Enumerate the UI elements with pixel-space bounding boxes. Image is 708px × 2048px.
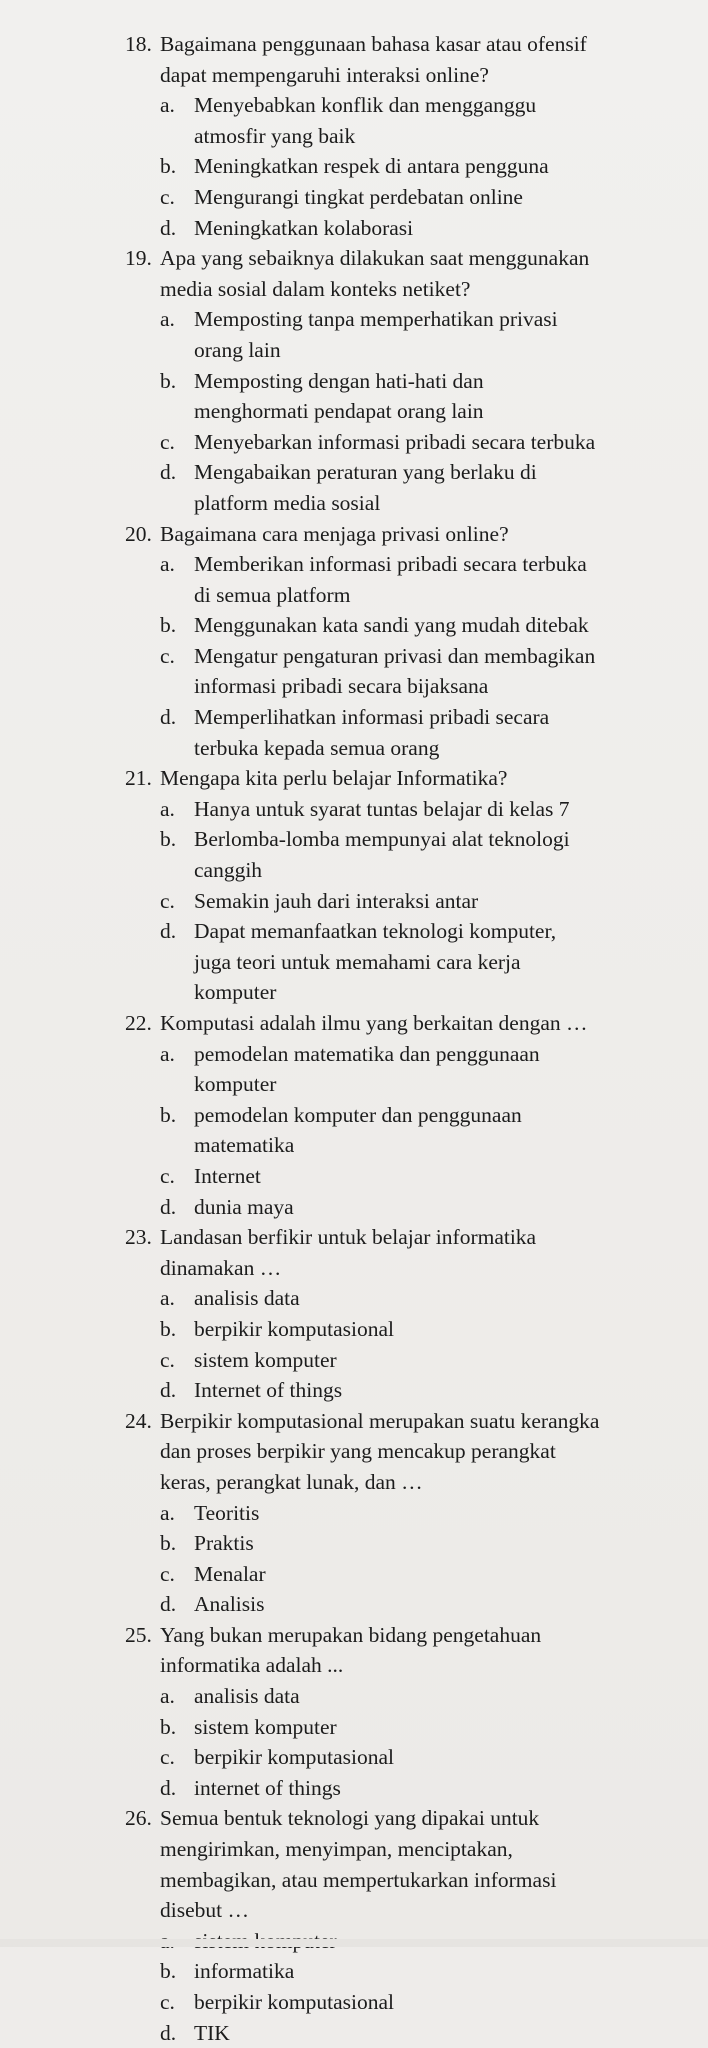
option-letter: a. <box>160 93 175 118</box>
option-text-line: Meningkatkan kolaborasi <box>194 215 414 240</box>
answer-option <box>0 886 708 917</box>
option-text <box>194 1161 688 1192</box>
answer-option <box>0 1498 708 1529</box>
option-letter: c. <box>160 1163 175 1188</box>
option-text <box>194 1100 688 1161</box>
option-letter: b. <box>160 368 177 393</box>
option-text <box>194 427 688 458</box>
option-text <box>194 1681 688 1712</box>
option-text <box>194 213 688 244</box>
option-letter: b. <box>160 154 177 179</box>
option-text <box>194 1375 688 1406</box>
answer-option <box>0 427 708 458</box>
option-letter: c. <box>160 888 175 913</box>
option-letter: d. <box>160 215 177 240</box>
option-text-line: Hanya untuk syarat tuntas belajar di kelas 7 <box>194 796 570 821</box>
question-22 <box>0 1008 708 1222</box>
option-letter: b. <box>160 1714 177 1739</box>
answer-option <box>0 1528 708 1559</box>
question-text-line: Bagaimana cara menjaga privasi online? <box>160 521 509 546</box>
option-text-line: sistem komputer <box>194 1347 337 1372</box>
option-text-line: Meningkatkan respek di antara pengguna <box>194 154 549 179</box>
option-text-line: dunia maya <box>194 1194 294 1219</box>
option-text <box>194 1498 688 1529</box>
question-text <box>160 519 688 550</box>
option-letter: b. <box>160 613 177 638</box>
answer-option <box>0 1192 708 1223</box>
option-text-line: Menyebarkan informasi pribadi secara terbuka <box>194 429 596 454</box>
question-number: 21. <box>125 766 152 791</box>
question-text-line: informatika adalah ... <box>160 1653 344 1678</box>
option-text <box>194 1314 688 1345</box>
option-text <box>194 641 688 702</box>
question-text <box>160 29 688 90</box>
option-text-line: platform media sosial <box>194 490 381 515</box>
answer-option <box>0 1314 708 1345</box>
answer-options <box>0 90 708 243</box>
answer-option <box>0 1559 708 1590</box>
option-text <box>194 916 688 1008</box>
option-text-line: sistem komputer <box>194 1714 337 1739</box>
question-text-line: Apa yang sebaiknya dilakukan saat menggunakan <box>160 246 590 271</box>
option-text <box>194 702 688 763</box>
question-26 <box>0 1803 708 2048</box>
option-letter: d. <box>160 1378 177 1403</box>
option-text-line: canggih <box>194 858 263 883</box>
question-text-line: media sosial dalam konteks netiket? <box>160 276 471 301</box>
option-text-line: Mengabaikan peraturan yang berlaku di <box>194 460 537 485</box>
answer-option <box>0 824 708 885</box>
option-text-line: Menyebabkan konflik dan mengganggu <box>194 93 537 118</box>
answer-option <box>0 1773 708 1804</box>
option-text-line: Analisis <box>194 1592 265 1617</box>
option-letter: d. <box>160 1194 177 1219</box>
option-text-line: analisis data <box>194 1286 300 1311</box>
option-text-line: TIK <box>194 2020 230 2045</box>
option-text-line: internet of things <box>194 1775 341 1800</box>
option-text-line: Menalar <box>194 1561 266 1586</box>
option-letter: a. <box>160 1041 175 1066</box>
question-text-line: dapat mempengaruhi interaksi online? <box>160 62 489 87</box>
question-text-line: Semua bentuk teknologi yang dipakai untuk <box>160 1806 540 1831</box>
answer-option <box>0 1681 708 1712</box>
answer-option <box>0 1345 708 1376</box>
answer-option <box>0 1039 708 1100</box>
question-text <box>160 763 688 794</box>
option-letter: a. <box>160 1500 175 1525</box>
option-text-line: pemodelan komputer dan penggunaan <box>194 1102 522 1127</box>
page-bottom-edge <box>0 1939 708 1947</box>
answer-option <box>0 1712 708 1743</box>
question-text-line: Komputasi adalah ilmu yang berkaitan dengan … <box>160 1011 588 1035</box>
option-text-line: informatika <box>194 1959 295 1984</box>
option-text-line: Berlomba-lomba mempunyai alat teknologi <box>194 827 570 852</box>
option-text-line: Memperlihatkan informasi pribadi secara <box>194 705 550 730</box>
option-letter: c. <box>160 1990 175 2014</box>
option-letter: c. <box>160 1561 175 1586</box>
option-letter: a. <box>160 796 175 821</box>
option-letter: c. <box>160 1745 175 1770</box>
option-letter: d. <box>160 919 177 944</box>
question-stem <box>0 1222 708 1283</box>
answer-option <box>0 182 708 213</box>
option-text <box>194 1039 688 1100</box>
answer-option <box>0 1742 708 1773</box>
question-stem <box>0 243 708 304</box>
option-text <box>194 886 688 917</box>
option-text <box>194 1283 688 1314</box>
question-text-line: Yang bukan merupakan bidang pengetahuan <box>160 1622 542 1647</box>
question-text <box>160 243 688 304</box>
option-text-line: Internet of things <box>194 1378 343 1403</box>
answer-option <box>0 1283 708 1314</box>
question-20 <box>0 519 708 764</box>
answer-options <box>0 794 708 1008</box>
question-list <box>0 29 708 2048</box>
option-text <box>194 304 688 365</box>
question-number: 20. <box>125 521 152 546</box>
answer-options <box>0 549 708 763</box>
option-text-line: Memberikan informasi pribadi secara terbuka <box>194 552 587 577</box>
option-letter: c. <box>160 184 175 209</box>
answer-option <box>0 304 708 365</box>
option-letter: d. <box>160 2020 177 2045</box>
answer-option <box>0 1161 708 1192</box>
option-text <box>194 1712 688 1743</box>
option-text-line: orang lain <box>194 337 281 362</box>
option-text-line: Teoritis <box>194 1500 260 1525</box>
question-text-line: Berpikir komputasional merupakan suatu kerangka <box>160 1408 600 1433</box>
option-text-line: pemodelan matematika dan penggunaan <box>194 1041 540 1066</box>
option-letter: d. <box>160 460 177 485</box>
option-letter: b. <box>160 1531 177 1556</box>
option-text <box>194 1589 688 1620</box>
answer-option <box>0 151 708 182</box>
option-text-line: komputer <box>194 1072 277 1097</box>
option-letter: b. <box>160 1102 177 1127</box>
answer-option <box>0 1100 708 1161</box>
question-number: 24. <box>125 1408 152 1433</box>
option-text-line: Dapat memanfaatkan teknologi komputer, <box>194 919 557 944</box>
option-text <box>194 151 688 182</box>
question-text-line: disebut … <box>160 1898 249 1923</box>
answer-options <box>0 1498 708 1620</box>
question-text-line: Bagaimana penggunaan bahasa kasar atau ofensif <box>160 32 587 56</box>
answer-option <box>0 1589 708 1620</box>
option-text-line: Internet <box>194 1163 261 1188</box>
answer-option <box>0 1987 708 2018</box>
option-text-line: matematika <box>194 1133 295 1158</box>
question-stem <box>0 29 708 90</box>
question-number: 26. <box>125 1806 152 1831</box>
answer-option <box>0 916 708 1008</box>
option-text-line: berpikir komputasional <box>194 1316 395 1341</box>
answer-option <box>0 2018 708 2048</box>
question-25 <box>0 1620 708 1804</box>
option-text-line: menghormati pendapat orang lain <box>194 399 484 424</box>
answer-option <box>0 794 708 825</box>
answer-options <box>0 304 708 518</box>
option-letter: c. <box>160 1347 175 1372</box>
answer-option <box>0 366 708 427</box>
option-text <box>194 366 688 427</box>
option-text <box>194 1773 688 1804</box>
question-text-line: keras, perangkat lunak, dan … <box>160 1469 423 1494</box>
option-text-line: komputer <box>194 980 277 1005</box>
question-text <box>160 1406 688 1498</box>
question-21 <box>0 763 708 1008</box>
answer-option <box>0 549 708 610</box>
option-text-line: informasi pribadi secara bijaksana <box>194 674 489 699</box>
answer-option <box>0 641 708 702</box>
question-stem <box>0 519 708 550</box>
option-text <box>194 1742 688 1773</box>
option-text <box>194 824 688 885</box>
question-text-line: mengirimkan, menyimpan, menciptakan, <box>160 1837 513 1862</box>
answer-option <box>0 90 708 151</box>
question-number: 22. <box>125 1011 152 1035</box>
answer-options <box>0 1039 708 1223</box>
answer-option <box>0 702 708 763</box>
question-text-line: membagikan, atau mempertukarkan informasi <box>160 1867 557 1892</box>
question-text-line: dan proses berpikir yang mencakup perangkat <box>160 1439 556 1464</box>
option-text-line: Mengurangi tingkat perdebatan online <box>194 184 523 209</box>
option-letter: d. <box>160 705 177 730</box>
question-text-line: Landasan berfikir untuk belajar informatika <box>160 1225 537 1250</box>
option-letter: a. <box>160 307 175 332</box>
question-text <box>160 1222 688 1283</box>
question-text <box>160 1008 688 1039</box>
option-text <box>194 610 688 641</box>
option-text-line: di semua platform <box>194 582 351 607</box>
question-24 <box>0 1406 708 1620</box>
option-text-line: Praktis <box>194 1531 254 1556</box>
option-letter: b. <box>160 1316 177 1341</box>
option-letter: d. <box>160 1592 177 1617</box>
question-stem <box>0 1620 708 1681</box>
question-text <box>160 1620 688 1681</box>
option-text <box>194 90 688 151</box>
question-18 <box>0 29 708 243</box>
question-23 <box>0 1222 708 1406</box>
option-text-line: Memposting tanpa memperhatikan privasi <box>194 307 558 332</box>
question-stem <box>0 763 708 794</box>
option-text-line: terbuka kepada semua orang <box>194 735 440 760</box>
option-letter: a. <box>160 552 175 577</box>
option-text <box>194 182 688 213</box>
option-text <box>194 457 688 518</box>
question-stem <box>0 1008 708 1039</box>
option-letter: b. <box>160 1959 177 1984</box>
option-letter: b. <box>160 827 177 852</box>
option-text-line: berpikir komputasional <box>194 1990 395 2014</box>
option-text-line: berpikir komputasional <box>194 1745 395 1770</box>
option-text-line: Memposting dengan hati-hati dan <box>194 368 484 393</box>
question-stem <box>0 1406 708 1498</box>
option-text <box>194 794 688 825</box>
option-text-line: juga teori untuk memahami cara kerja <box>194 949 521 974</box>
option-letter: a. <box>160 1684 175 1709</box>
option-text-line: atmosfir yang baik <box>194 123 356 148</box>
option-letter: c. <box>160 429 175 454</box>
question-number: 25. <box>125 1622 152 1647</box>
option-letter: a. <box>160 1286 175 1311</box>
question-text-line: Mengapa kita perlu belajar Informatika? <box>160 766 508 791</box>
question-text <box>160 1803 688 1925</box>
question-19 <box>0 243 708 518</box>
question-number: 23. <box>125 1225 152 1250</box>
question-number: 18. <box>125 32 152 56</box>
question-stem <box>0 1803 708 1925</box>
answer-option <box>0 1956 708 1987</box>
question-number: 19. <box>125 246 152 271</box>
option-text <box>194 1956 688 1987</box>
option-text <box>194 1559 688 1590</box>
answer-option <box>0 213 708 244</box>
option-text-line: Semakin jauh dari interaksi antar <box>194 888 479 913</box>
option-text <box>194 1987 688 2018</box>
answer-option <box>0 457 708 518</box>
option-text <box>194 1345 688 1376</box>
option-text <box>194 2018 688 2048</box>
answer-option <box>0 1375 708 1406</box>
answer-options <box>0 1283 708 1405</box>
option-text-line: analisis data <box>194 1684 300 1709</box>
option-text <box>194 1192 688 1223</box>
option-text-line: Menggunakan kata sandi yang mudah ditebak <box>194 613 589 638</box>
option-text-line: Mengatur pengaturan privasi dan membagikan <box>194 643 596 668</box>
answer-options <box>0 1681 708 1803</box>
question-text-line: dinamakan … <box>160 1255 282 1280</box>
option-letter: c. <box>160 643 175 668</box>
option-text <box>194 1528 688 1559</box>
answer-option <box>0 610 708 641</box>
option-text <box>194 549 688 610</box>
option-letter: d. <box>160 1775 177 1800</box>
